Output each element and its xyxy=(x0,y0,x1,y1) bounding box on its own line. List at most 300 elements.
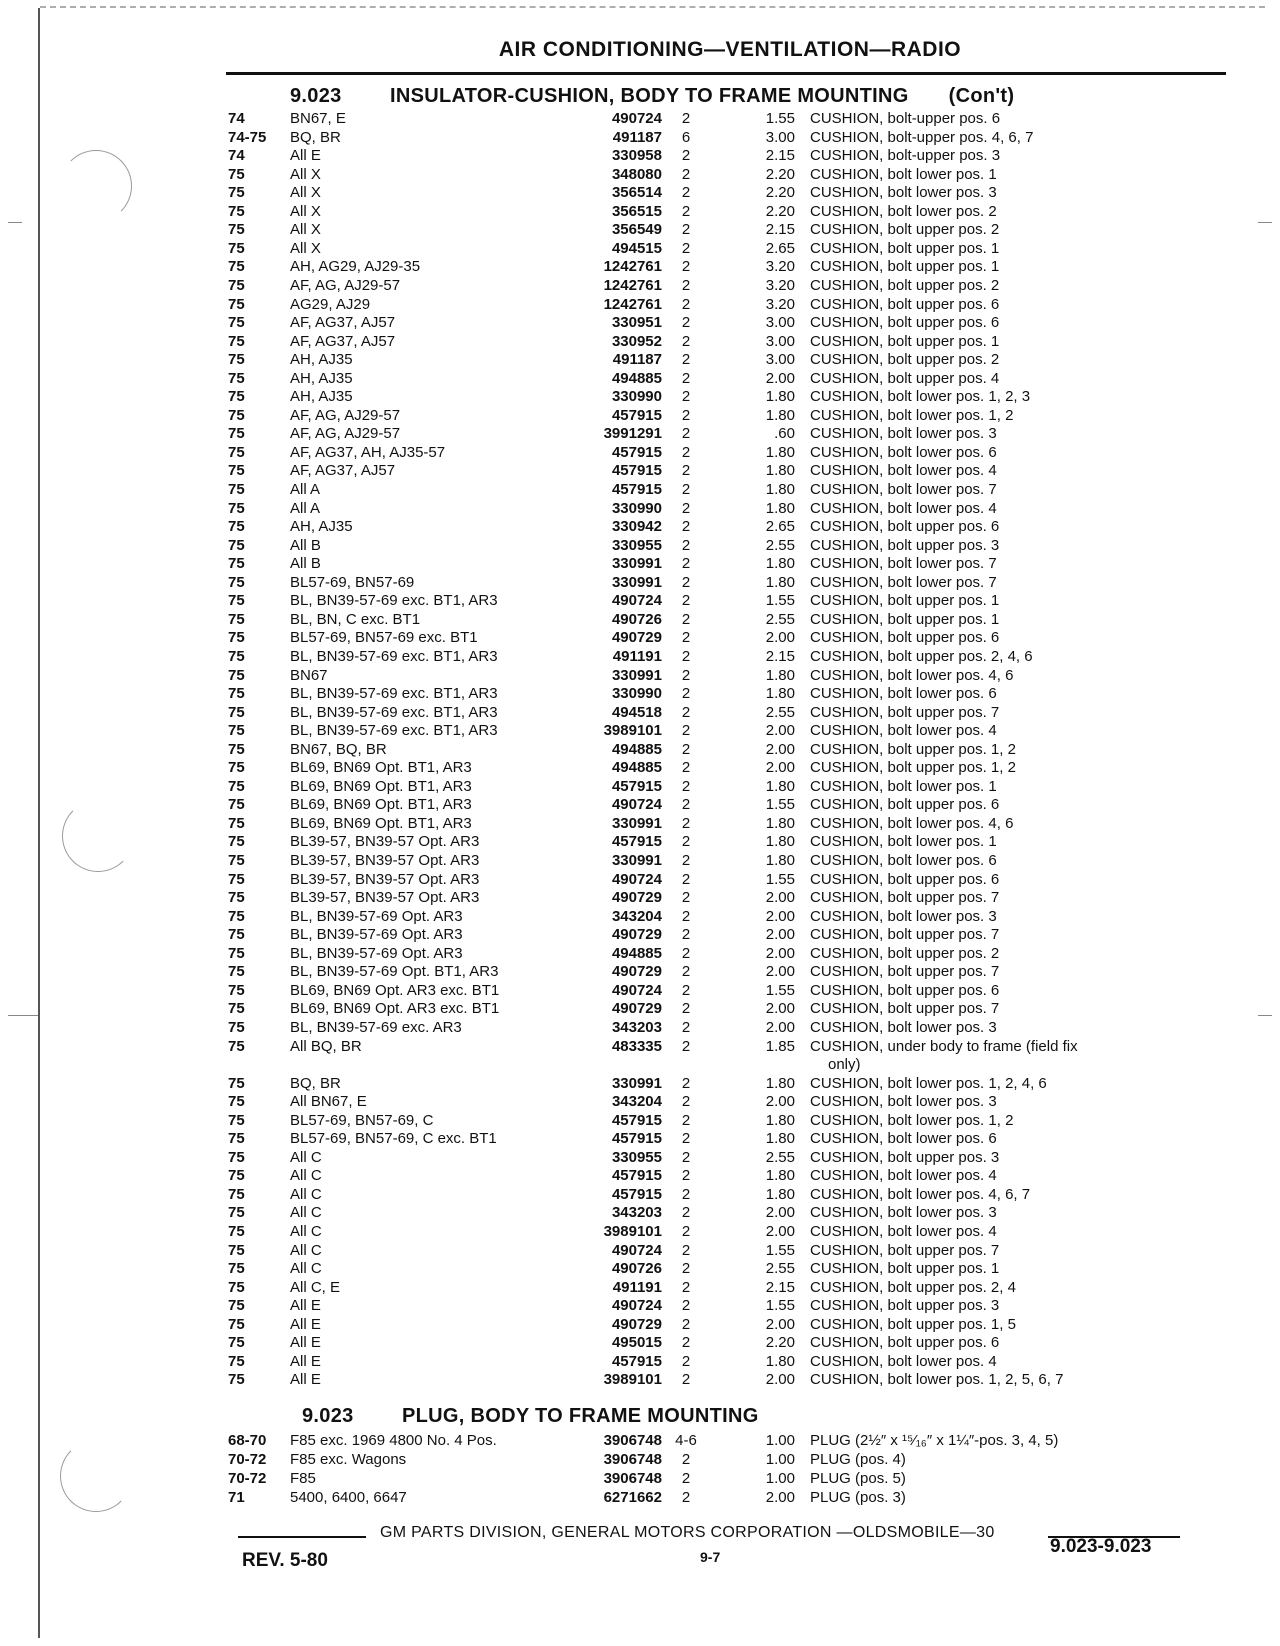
model-application: All E xyxy=(290,1352,321,1370)
model-application: BN67, BQ, BR xyxy=(290,740,387,758)
price: 2.00 xyxy=(765,907,795,925)
price: 1.80 xyxy=(765,481,795,498)
part-description: CUSHION, bolt lower pos. 1 xyxy=(810,833,997,851)
price: 2.00 xyxy=(765,889,795,907)
part-number: 490724 xyxy=(611,1297,662,1315)
model-application: BL69, BN69 Opt. AR3 exc. BT1 xyxy=(290,1000,500,1018)
margin-tick xyxy=(8,1015,38,1016)
model-year: 75 xyxy=(228,666,245,684)
part-description: CUSHION, bolt upper pos. 3 xyxy=(810,1297,1000,1315)
model-application: AH, AJ35 xyxy=(290,369,353,387)
part-description: CUSHION, bolt upper pos. 6 xyxy=(810,870,1000,888)
model-application: BL39-57, BN39-57 Opt. AR3 xyxy=(290,889,480,907)
part-number: 343203 xyxy=(611,1204,662,1222)
model-year: 75 xyxy=(228,777,245,795)
price: 1.80 xyxy=(765,1074,795,1092)
part-number: 490724 xyxy=(611,796,662,814)
model-application: BQ, BR xyxy=(290,1074,341,1092)
quantity: 2 xyxy=(681,1204,691,1222)
model-year: 75 xyxy=(228,796,245,814)
model-application: All C xyxy=(290,1167,322,1185)
quantity: 2 xyxy=(681,926,691,944)
model-year: 75 xyxy=(228,1315,245,1333)
section-heading-plug xyxy=(302,1405,759,1428)
margin-tick xyxy=(1258,1015,1272,1016)
part-description: CUSHION, bolt lower pos. 7 xyxy=(810,555,997,573)
price: 2.55 xyxy=(765,703,795,721)
part-number: 490726 xyxy=(611,610,662,628)
model-application: All C xyxy=(290,1223,322,1240)
margin-tick xyxy=(1258,222,1272,223)
part-number: 330991 xyxy=(611,852,662,869)
price: 1.55 xyxy=(765,1297,795,1315)
part-number: 494518 xyxy=(611,703,662,721)
model-year: 75 xyxy=(228,1297,245,1315)
part-number: 490724 xyxy=(611,1241,662,1259)
model-application: All A xyxy=(290,499,321,517)
model-year: 74 xyxy=(228,147,245,165)
quantity: 2 xyxy=(681,351,691,369)
quantity: 2 xyxy=(681,1037,691,1055)
part-description: CUSHION, bolt-upper pos. 3 xyxy=(810,147,1001,165)
part-number: 330958 xyxy=(611,147,662,165)
part-description: CUSHION, bolt upper pos. 6 xyxy=(810,1334,1000,1352)
model-year: 75 xyxy=(228,184,245,202)
part-description: CUSHION, bolt lower pos. 3 xyxy=(810,1018,997,1036)
part-description: CUSHION, bolt upper pos. 2 xyxy=(810,351,1000,369)
quantity: 2 xyxy=(681,295,691,313)
quantity: 2 xyxy=(681,833,691,851)
price: 3.20 xyxy=(765,295,795,313)
price: 3.20 xyxy=(765,276,795,294)
price: 2.20 xyxy=(765,184,795,202)
model-application: BL, BN, C exc. BT1 xyxy=(290,610,421,628)
model-application: AF, AG37, AJ57 xyxy=(290,462,396,480)
quantity: 2 xyxy=(681,666,691,684)
part-number: 330991 xyxy=(611,1074,662,1092)
part-number: 457915 xyxy=(611,1352,662,1370)
part-number: 457915 xyxy=(611,1167,662,1185)
model-application: AF, AG37, AH, AJ35-57 xyxy=(290,443,446,461)
part-description: CUSHION, bolt lower pos. 3 xyxy=(810,1204,997,1222)
model-year: 75 xyxy=(228,462,245,480)
model-application: F85 xyxy=(290,1470,316,1487)
part-number: 490724 xyxy=(611,110,662,127)
price: 1.80 xyxy=(765,1167,795,1185)
part-number: 1242761 xyxy=(603,295,662,313)
part-number: 457915 xyxy=(611,481,662,498)
part-number: 490726 xyxy=(611,1260,662,1278)
model-year: 75 xyxy=(228,647,245,665)
part-description: CUSHION, bolt upper pos. 7 xyxy=(810,703,1000,721)
model-year: 75 xyxy=(228,740,245,758)
model-year: 75 xyxy=(228,926,245,944)
price: 1.80 xyxy=(765,499,795,517)
model-application: All X xyxy=(290,165,321,183)
model-application: AH, AG29, AJ29-35 xyxy=(290,258,421,276)
part-description: CUSHION, bolt upper pos. 1 xyxy=(810,610,1000,628)
part-description: PLUG (2½″ x ¹⁵⁄₁₆″ x 1¼″-pos. 3, 4, 5) xyxy=(810,1432,1059,1449)
part-number: 343204 xyxy=(611,907,662,925)
price: 1.80 xyxy=(765,777,795,795)
part-description: CUSHION, bolt upper pos. 7 xyxy=(810,889,1000,907)
model-year: 74 xyxy=(228,110,245,127)
model-year: 75 xyxy=(228,889,245,907)
model-application: BL, BN39-57-69 Opt. AR3 xyxy=(290,926,463,944)
quantity: 2 xyxy=(681,425,691,443)
quantity: 2 xyxy=(681,907,691,925)
price: 1.80 xyxy=(765,462,795,480)
model-year: 75 xyxy=(228,1018,245,1036)
model-year: 75 xyxy=(228,314,245,332)
part-number: 495015 xyxy=(611,1334,662,1352)
model-application: BL69, BN69 Opt. AR3 exc. BT1 xyxy=(290,981,500,999)
model-year: 75 xyxy=(228,499,245,517)
price: 2.00 xyxy=(765,944,795,962)
price: 1.00 xyxy=(765,1451,795,1468)
part-number: 494885 xyxy=(611,944,662,962)
price: 3.20 xyxy=(765,258,795,276)
page-top-edge xyxy=(40,6,1265,8)
quantity: 2 xyxy=(681,1000,691,1018)
quantity: 2 xyxy=(681,1241,691,1259)
model-application: BL69, BN69 Opt. BT1, AR3 xyxy=(290,759,472,777)
part-description-continued: only) xyxy=(828,1056,861,1074)
price: 2.00 xyxy=(765,369,795,387)
price: 1.55 xyxy=(765,870,795,888)
price: 3.00 xyxy=(765,332,795,350)
price: 2.55 xyxy=(765,536,795,554)
part-description: CUSHION, bolt upper pos. 6 xyxy=(810,295,1000,313)
part-number: 457915 xyxy=(611,1111,662,1129)
part-description: CUSHION, bolt upper pos. 6 xyxy=(810,629,1000,647)
price: 1.55 xyxy=(765,592,795,610)
quantity: 2 xyxy=(681,1352,691,1370)
quantity: 2 xyxy=(681,740,691,758)
model-year: 75 xyxy=(228,388,245,406)
quantity: 2 xyxy=(681,1278,691,1296)
model-application: All E xyxy=(290,1297,321,1315)
footer-publisher: GM PARTS DIVISION, GENERAL MOTORS CORPORATION —OLDSMOBILE—30 xyxy=(380,1524,995,1541)
price: 2.20 xyxy=(765,165,795,183)
part-description: CUSHION, bolt lower pos. 7 xyxy=(810,573,997,591)
quantity: 2 xyxy=(681,685,691,703)
part-description: CUSHION, bolt upper pos. 1, 2 xyxy=(810,740,1016,758)
part-number: 330955 xyxy=(611,536,662,554)
model-year: 75 xyxy=(228,944,245,962)
part-number: 490724 xyxy=(611,870,662,888)
price: 1.55 xyxy=(765,981,795,999)
part-description: CUSHION, bolt lower pos. 4, 6, 7 xyxy=(810,1185,1031,1203)
price: 2.15 xyxy=(765,147,795,165)
part-description: CUSHION, bolt lower pos. 4, 6 xyxy=(810,666,1014,684)
part-number: 490729 xyxy=(611,629,662,647)
part-description: CUSHION, bolt lower pos. 4 xyxy=(810,1223,997,1240)
quantity: 2 xyxy=(681,889,691,907)
model-application: All A xyxy=(290,481,321,498)
price: 2.55 xyxy=(765,610,795,628)
model-year: 75 xyxy=(228,369,245,387)
quantity: 2 xyxy=(681,981,691,999)
part-description: CUSHION, bolt upper pos. 1 xyxy=(810,332,1000,350)
price: 2.00 xyxy=(765,629,795,647)
part-number: 356549 xyxy=(611,221,662,239)
part-description: CUSHION, bolt lower pos. 1, 2, 5, 6, 7 xyxy=(810,1371,1064,1389)
part-number: 356515 xyxy=(611,202,662,220)
binder-hole-top xyxy=(60,150,132,222)
part-description: CUSHION, bolt upper pos. 3 xyxy=(810,1148,1000,1166)
part-description: CUSHION, bolt upper pos. 6 xyxy=(810,796,1000,814)
model-application: BL, BN39-57-69 Opt. BT1, AR3 xyxy=(290,963,499,981)
model-year: 75 xyxy=(228,295,245,313)
model-application: BL57-69, BN57-69, C xyxy=(290,1111,434,1129)
model-year: 75 xyxy=(228,1074,245,1092)
quantity: 2 xyxy=(681,165,691,183)
model-application: All X xyxy=(290,202,321,220)
part-number: 3989101 xyxy=(603,1371,662,1389)
price: 2.00 xyxy=(765,1000,795,1018)
model-year: 75 xyxy=(228,165,245,183)
quantity: 2 xyxy=(681,499,691,517)
price: 3.00 xyxy=(765,314,795,332)
part-number: 1242761 xyxy=(603,276,662,294)
price: 1.55 xyxy=(765,1241,795,1259)
price: 2.65 xyxy=(765,518,795,536)
price: 1.80 xyxy=(765,833,795,851)
price: 1.80 xyxy=(765,1352,795,1370)
part-number: 356514 xyxy=(611,184,662,202)
quantity: 2 xyxy=(681,1018,691,1036)
model-year: 75 xyxy=(228,981,245,999)
price: 1.55 xyxy=(765,796,795,814)
part-number: 343204 xyxy=(611,1093,662,1111)
model-year: 75 xyxy=(228,703,245,721)
price: 2.00 xyxy=(765,722,795,740)
model-application: BL57-69, BN57-69 exc. BT1 xyxy=(290,629,478,647)
model-year: 75 xyxy=(228,1371,245,1389)
model-year: 75 xyxy=(228,555,245,573)
price: 2.15 xyxy=(765,221,795,239)
model-year: 75 xyxy=(228,610,245,628)
price: 2.00 xyxy=(765,1223,795,1240)
margin-tick xyxy=(8,222,22,223)
section-continued: (Con't) xyxy=(948,85,1015,107)
model-year: 71 xyxy=(228,1489,245,1506)
part-number: 457915 xyxy=(611,777,662,795)
model-year: 75 xyxy=(228,1185,245,1203)
model-application: AF, AG, AJ29-57 xyxy=(290,406,401,424)
part-number: 330990 xyxy=(611,685,662,703)
price: 1.80 xyxy=(765,852,795,869)
part-description: CUSHION, bolt upper pos. 7 xyxy=(810,926,1000,944)
page-left-edge xyxy=(38,8,40,1638)
model-application: All E xyxy=(290,1371,321,1389)
model-year: 75 xyxy=(228,573,245,591)
quantity: 2 xyxy=(681,388,691,406)
quantity: 2 xyxy=(681,870,691,888)
quantity: 4-6 xyxy=(675,1432,697,1449)
quantity: 2 xyxy=(681,1093,691,1111)
part-description: CUSHION, bolt lower pos. 1 xyxy=(810,165,997,183)
model-application: F85 exc. Wagons xyxy=(290,1451,407,1468)
model-year: 75 xyxy=(228,1130,245,1148)
quantity: 2 xyxy=(681,369,691,387)
section-name: PLUG, BODY TO FRAME MOUNTING xyxy=(402,1405,759,1427)
section-name: INSULATOR-CUSHION, BODY TO FRAME MOUNTING xyxy=(390,85,909,107)
model-year: 75 xyxy=(228,963,245,981)
part-number: 491191 xyxy=(612,647,662,665)
quantity: 2 xyxy=(681,276,691,294)
quantity: 2 xyxy=(681,1260,691,1278)
model-year: 75 xyxy=(228,276,245,294)
price: 1.80 xyxy=(765,1130,795,1148)
model-year: 75 xyxy=(228,1334,245,1352)
quantity: 2 xyxy=(681,518,691,536)
part-description: CUSHION, bolt upper pos. 1, 2 xyxy=(810,759,1016,777)
quantity: 6 xyxy=(681,128,691,146)
price: 1.80 xyxy=(765,406,795,424)
part-description: CUSHION, bolt lower pos. 1, 2 xyxy=(810,406,1014,424)
part-number: 491187 xyxy=(612,351,662,369)
quantity: 2 xyxy=(681,221,691,239)
part-description: CUSHION, bolt upper pos. 2 xyxy=(810,276,1000,294)
model-application: BL39-57, BN39-57 Opt. AR3 xyxy=(290,833,480,851)
model-year: 75 xyxy=(228,1241,245,1259)
quantity: 2 xyxy=(681,110,691,127)
model-year: 75 xyxy=(228,833,245,851)
model-year: 68-70 xyxy=(228,1432,267,1449)
model-application: All BN67, E xyxy=(290,1093,367,1111)
part-description: PLUG (pos. 5) xyxy=(810,1470,906,1487)
model-application: BQ, BR xyxy=(290,128,341,146)
part-description: CUSHION, bolt lower pos. 7 xyxy=(810,481,997,498)
price: 2.00 xyxy=(765,1018,795,1036)
model-year: 75 xyxy=(228,1148,245,1166)
model-year: 75 xyxy=(228,1000,245,1018)
part-description: CUSHION, bolt upper pos. 2 xyxy=(810,944,1000,962)
quantity: 2 xyxy=(681,1334,691,1352)
price: 2.55 xyxy=(765,1148,795,1166)
model-year: 74-75 xyxy=(228,128,267,146)
model-year: 75 xyxy=(228,481,245,498)
model-year: 70-72 xyxy=(228,1451,267,1468)
price: 1.80 xyxy=(765,443,795,461)
model-application: BL69, BN69 Opt. BT1, AR3 xyxy=(290,777,472,795)
part-description: CUSHION, bolt lower pos. 3 xyxy=(810,184,997,202)
price: 2.55 xyxy=(765,1260,795,1278)
model-application: BL69, BN69 Opt. BT1, AR3 xyxy=(290,814,472,832)
quantity: 2 xyxy=(681,1111,691,1129)
model-application: All C xyxy=(290,1148,322,1166)
section-code: 9.023 xyxy=(302,1405,354,1427)
price: 2.65 xyxy=(765,239,795,257)
part-description: CUSHION, bolt upper pos. 1 xyxy=(810,258,1000,276)
part-description: CUSHION, bolt lower pos. 4, 6 xyxy=(810,814,1014,832)
part-number: 490729 xyxy=(611,1000,662,1018)
part-description: CUSHION, bolt lower pos. 6 xyxy=(810,443,997,461)
quantity: 2 xyxy=(681,610,691,628)
part-description: CUSHION, bolt upper pos. 1, 5 xyxy=(810,1315,1016,1333)
quantity: 2 xyxy=(681,759,691,777)
quantity: 2 xyxy=(681,239,691,257)
price: 2.00 xyxy=(765,1315,795,1333)
part-number: 3991291 xyxy=(603,425,662,443)
model-year: 75 xyxy=(228,221,245,239)
part-description: CUSHION, bolt lower pos. 4 xyxy=(810,462,997,480)
model-application: All C xyxy=(290,1241,322,1259)
part-number: 494885 xyxy=(611,369,662,387)
quantity: 2 xyxy=(681,1130,691,1148)
quantity: 2 xyxy=(681,202,691,220)
model-application: All E xyxy=(290,1315,321,1333)
price: 1.55 xyxy=(765,110,795,127)
part-description: CUSHION, bolt upper pos. 4 xyxy=(810,369,1000,387)
quantity: 2 xyxy=(681,573,691,591)
price: 1.00 xyxy=(765,1432,795,1449)
model-year: 75 xyxy=(228,1167,245,1185)
quantity: 2 xyxy=(681,1223,691,1240)
part-number: 330951 xyxy=(611,314,662,332)
page-number: 9-7 xyxy=(700,1549,721,1565)
price: 3.00 xyxy=(765,128,795,146)
quantity: 2 xyxy=(681,963,691,981)
price: 2.00 xyxy=(765,1371,795,1389)
model-application: F85 exc. 1969 4800 No. 4 Pos. xyxy=(290,1432,497,1449)
part-number: 457915 xyxy=(611,833,662,851)
part-number: 3906748 xyxy=(603,1451,662,1468)
model-application: AG29, AJ29 xyxy=(290,295,371,313)
quantity: 2 xyxy=(681,536,691,554)
part-description: CUSHION, bolt lower pos. 4 xyxy=(810,1167,997,1185)
model-year: 75 xyxy=(228,258,245,276)
quantity: 2 xyxy=(681,1297,691,1315)
model-year: 75 xyxy=(228,443,245,461)
section-code: 9.023 xyxy=(290,85,342,107)
price: 2.20 xyxy=(765,202,795,220)
part-description: CUSHION, bolt upper pos. 6 xyxy=(810,518,1000,536)
price: 1.80 xyxy=(765,1111,795,1129)
model-application: All C xyxy=(290,1204,322,1222)
model-year: 75 xyxy=(228,351,245,369)
model-application: All E xyxy=(290,147,321,165)
part-number: 6271662 xyxy=(603,1489,662,1506)
part-number: 491191 xyxy=(612,1278,662,1296)
model-application: All BQ, BR xyxy=(290,1037,362,1055)
quantity: 2 xyxy=(681,443,691,461)
part-description: CUSHION, bolt upper pos. 2, 4, 6 xyxy=(810,647,1033,665)
part-description: CUSHION, bolt upper pos. 7 xyxy=(810,963,1000,981)
part-number: 457915 xyxy=(611,1130,662,1148)
model-year: 75 xyxy=(228,759,245,777)
quantity: 2 xyxy=(681,184,691,202)
part-description: CUSHION, bolt lower pos. 4 xyxy=(810,499,997,517)
price: 1.80 xyxy=(765,388,795,406)
part-number: 490729 xyxy=(611,926,662,944)
quantity: 2 xyxy=(681,314,691,332)
model-application: All C xyxy=(290,1260,322,1278)
part-description: CUSHION, bolt upper pos. 1 xyxy=(810,1260,1000,1278)
model-year: 75 xyxy=(228,1093,245,1111)
model-application: AF, AG37, AJ57 xyxy=(290,332,396,350)
quantity: 2 xyxy=(681,852,691,869)
model-application: AF, AG37, AJ57 xyxy=(290,314,396,332)
part-description: CUSHION, bolt lower pos. 1, 2, 4, 6 xyxy=(810,1074,1047,1092)
model-application: BL, BN39-57-69 exc. AR3 xyxy=(290,1018,462,1036)
model-year: 75 xyxy=(228,907,245,925)
quantity: 2 xyxy=(681,555,691,573)
part-number: 3906748 xyxy=(603,1432,662,1449)
quantity: 2 xyxy=(681,1148,691,1166)
